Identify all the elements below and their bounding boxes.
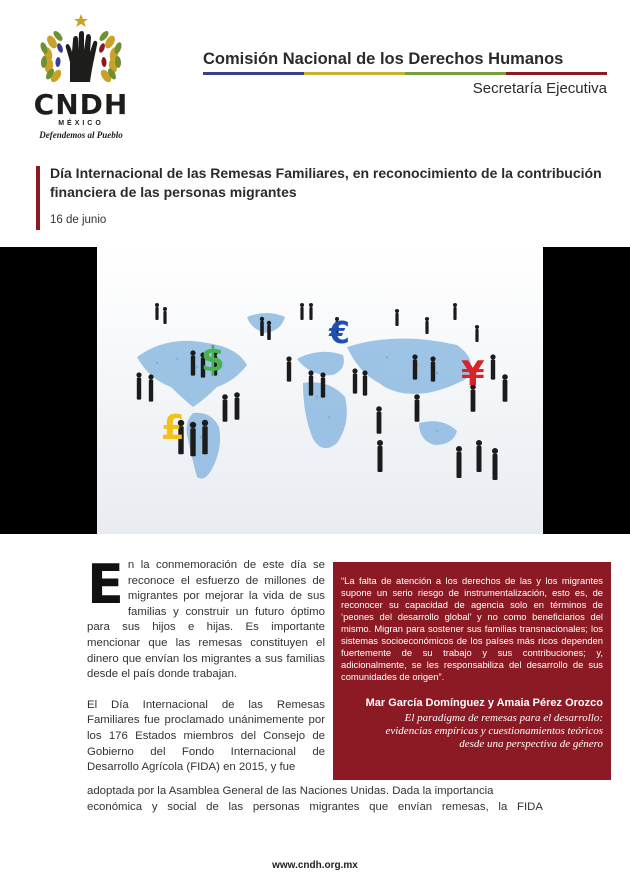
paragraph-2-line-2: económica y social de las personas migrantes que envían remesas, la FIDA: [87, 800, 543, 813]
quote-source: [341, 712, 603, 751]
paragraph-1-text: n la conmemoración de este día se reconoce el esfuerzo de millones de migrantes por mejorar la vida de sus familias y construir un futuro óptimo para sus hijos e hijas. Es importante mencionar que las remesas constituyen el dinero que envían los migrantes a sus familias desde el país donde trabajan.: [87, 559, 325, 681]
hero-image: [97, 247, 543, 534]
color-bar-segment: [203, 72, 304, 75]
color-bar-segment: [405, 72, 506, 75]
header-color-bar: [203, 72, 607, 75]
article-date: 16 de junio: [50, 214, 107, 226]
euro-symbol: €: [329, 316, 350, 351]
color-bar-segment: [506, 72, 607, 75]
quote-source-line-1: El paradigma de remesas para el desarrollo:: [404, 712, 603, 724]
brand-name: CNDH: [33, 88, 129, 121]
footer-url[interactable]: www.cndh.org.mx: [272, 860, 358, 871]
brand-motto: Defendemos al Pueblo: [39, 130, 123, 140]
article-body-column: [87, 553, 325, 791]
quote-source-line-3: desde una perspectiva de género: [459, 738, 603, 750]
article-body-full-width: [87, 784, 543, 815]
quote-box: [333, 562, 611, 780]
cndh-logo: [22, 12, 140, 140]
paragraph-2-line-1: adoptada por la Asamblea General de las Naciones Unidas. Dada la importancia: [87, 785, 494, 797]
drop-cap: E: [87, 553, 124, 616]
yen-symbol: ¥: [461, 354, 485, 394]
quote-author: Mar García Domínguez y Amaia Pérez Orozco: [365, 697, 603, 709]
dollar-symbol: $: [201, 340, 225, 380]
color-bar-segment: [304, 72, 405, 75]
article-title: Día Internacional de las Remesas Familiares, en reconocimiento de la contribución financiera de las personas migrantes: [50, 165, 602, 200]
quote-source-line-2: evidencias empíricas y cuestionamientos teóricos: [385, 725, 603, 737]
organization-subtitle: Secretaría Ejecutiva: [472, 80, 607, 97]
brand-country: MÉXICO: [58, 120, 104, 127]
pound-symbol: £: [161, 408, 185, 448]
paragraph-2-column: El Día Internacional de las Remesas Familiares fue proclamado unánimemente por los 176 Estados miembros del Consejo de Gobierno del Fondo Internacional de Desarrollo Agrícola (FIDA) en 2015, y fue: [87, 698, 325, 774]
quote-text: “La falta de atención a los derechos de las y los migrantes supone un serio riesgo de instrumentalización, esto es, de reconocer su capacidad de agencia solo en términos de ‘peones del desarrollo global’ y no como beneficiarios del mismo. Migran para sostener sus familias transnacionales; los sistemas socioeconómicos de los países más ricos dependen fuertemente de su trabajo y sus contribuciones; y, adicionalmente, se les responsabiliza del desarrollo de sus comunidades de origen”.: [341, 575, 603, 682]
organization-title: Comisión Nacional de los Derechos Humanos: [203, 50, 564, 68]
hero-image-band: [0, 247, 630, 534]
world-map-migrants-illustration: [97, 247, 543, 534]
cndh-emblem-icon: [36, 12, 126, 90]
title-accent-bar: [36, 166, 40, 230]
paragraph-1: [87, 553, 325, 683]
